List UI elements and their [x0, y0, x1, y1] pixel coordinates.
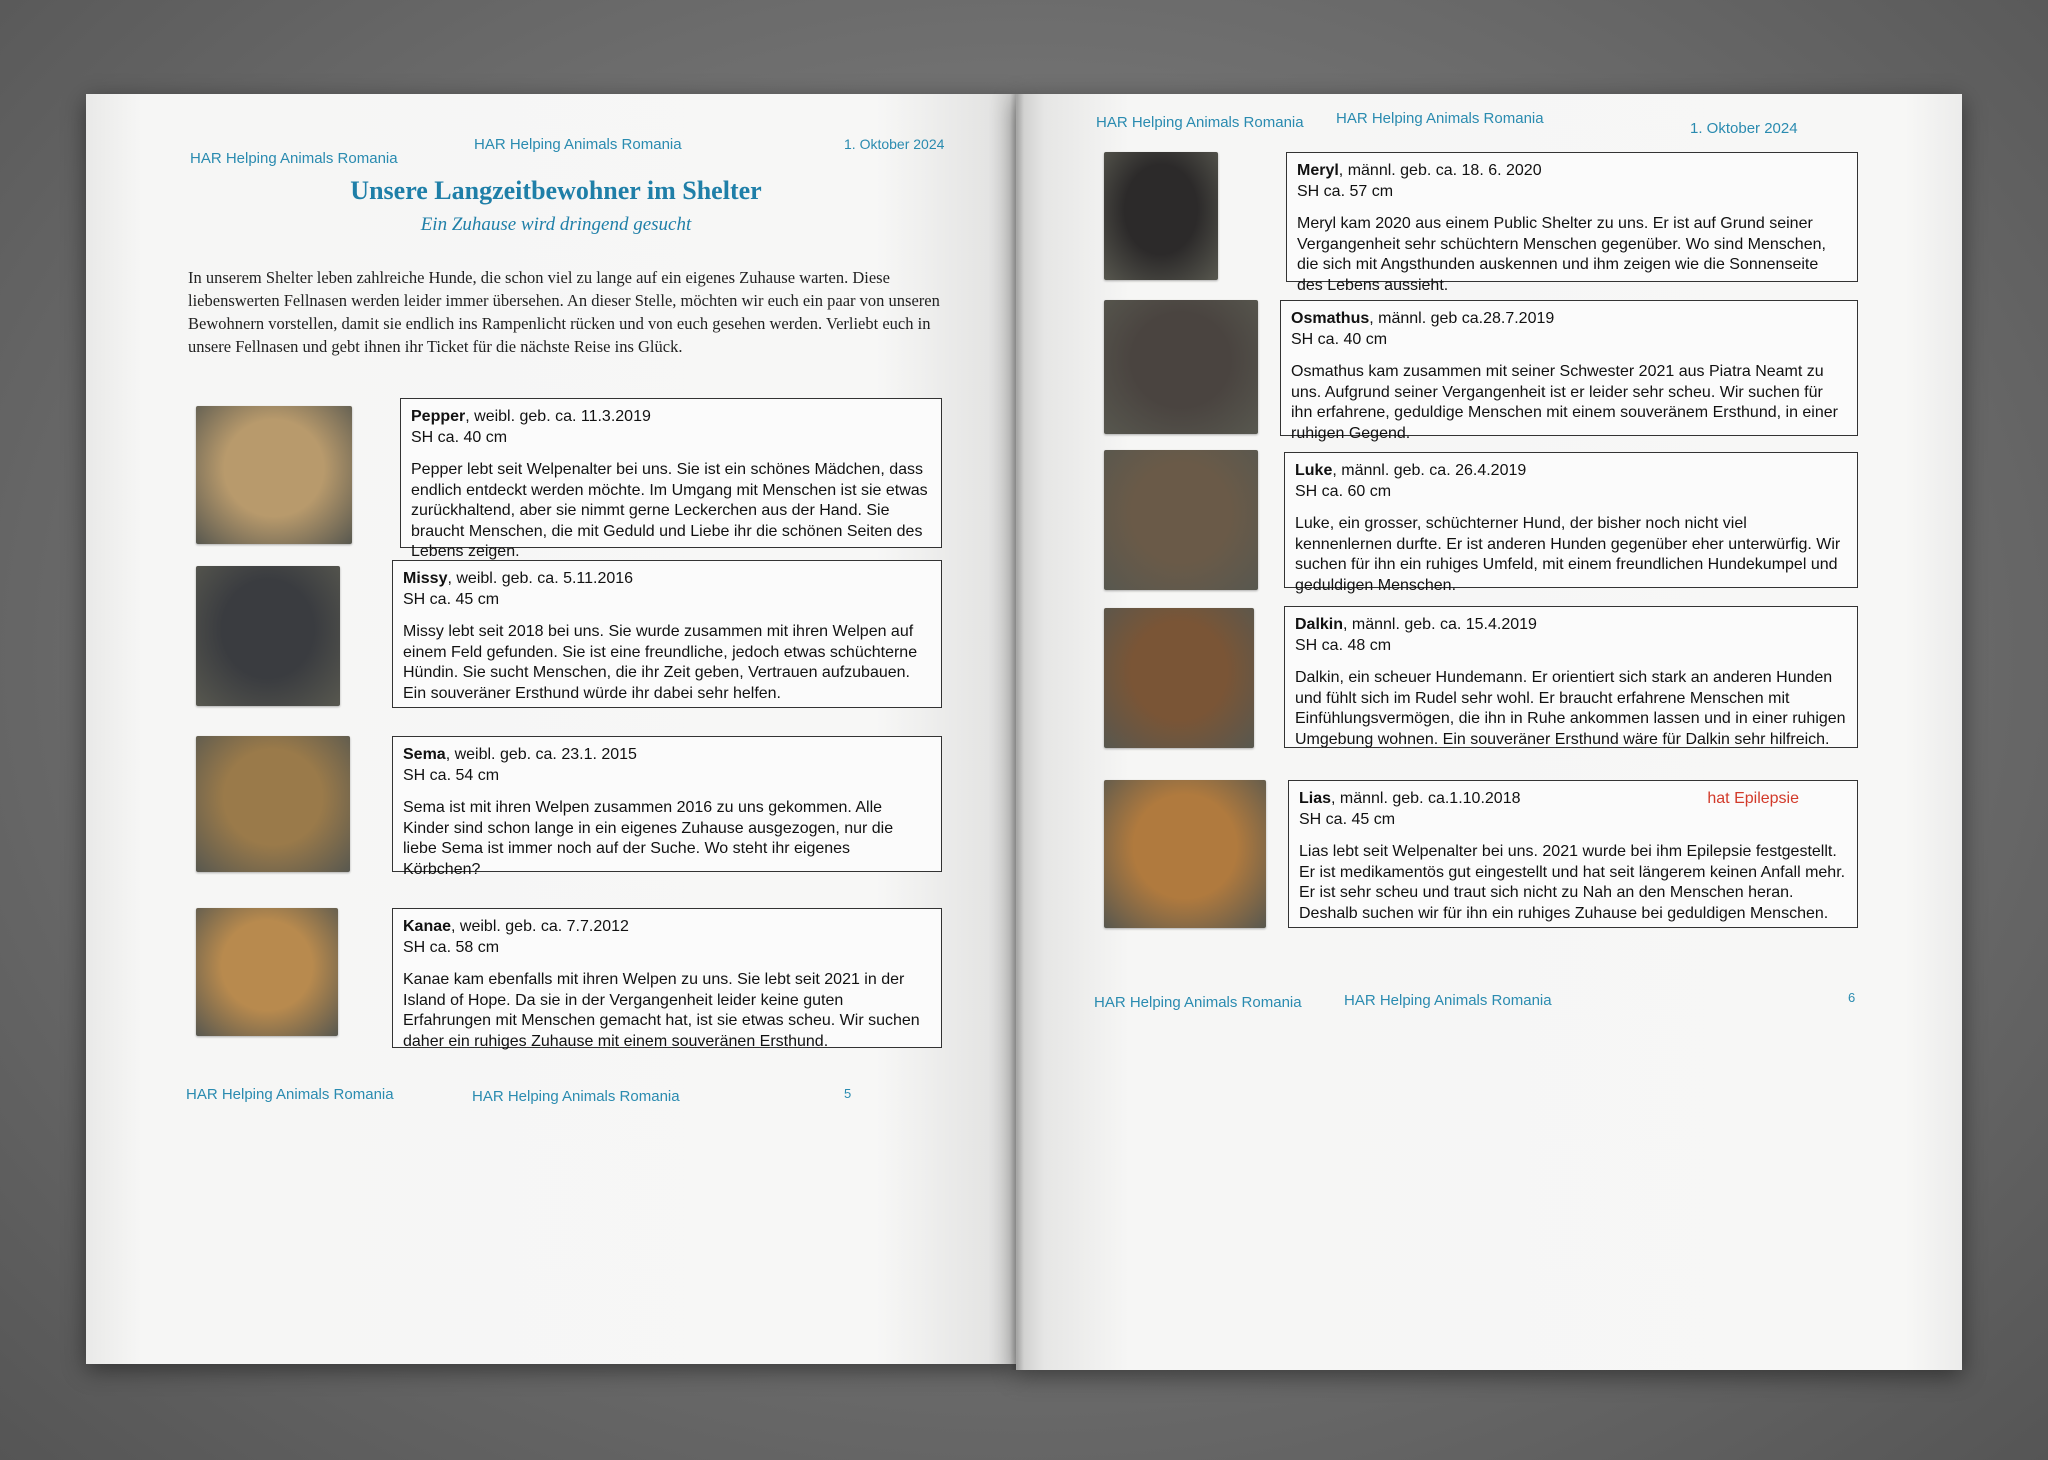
- dog-card-kanae: [392, 908, 942, 1048]
- dog-info: , weibl. geb. ca. 5.11.2016: [447, 570, 634, 587]
- dog-photo-missy: [196, 566, 340, 706]
- dog-name-line: [403, 917, 931, 938]
- footer-brand-2: HAR Helping Animals Romania: [472, 1088, 680, 1105]
- dog-name-line: [1291, 309, 1847, 330]
- dog-size: SH ca. 45 cm: [1299, 810, 1396, 828]
- article-title: Unsere Langzeitbewohner im Shelter: [350, 176, 762, 205]
- dog-info: , männl. geb. ca. 18. 6. 2020: [1338, 162, 1542, 179]
- dog-name: Kanae: [403, 918, 452, 935]
- dog-card-meryl: [1286, 152, 1858, 294]
- dog-photo-pepper: [196, 406, 352, 544]
- dog-name: Osmathus: [1291, 310, 1370, 327]
- dog-description: Missy lebt seit 2018 bei uns. Sie wurde zusammen mit ihren Welpen auf einem Feld gefunden. Sie ist eine freundliche, jedoch etwas schüchterne Hündin. Sie sucht Menschen, die ihr Zeit geben, Vertrauen aufzubauen. Ein souveräner Ersthund würde ihr dabei sehr helfen.: [403, 623, 918, 702]
- dog-photo-dalkin: [1104, 608, 1254, 748]
- dog-info: , männl. geb. ca. 15.4.2019: [1343, 616, 1537, 633]
- dog-info: , männl. geb ca.28.7.2019: [1369, 310, 1555, 327]
- header-brand-2: HAR Helping Animals Romania: [474, 136, 682, 153]
- dog-description: Kanae kam ebenfalls mit ihren Welpen zu uns. Sie lebt seit 2021 in der Island of Hope. Da sie in der Vergangenheit leider keine guten Erfahrungen mit Menschen gemacht hat, ist sie etwas scheu. Wir suchen daher ein ruhiges Zuhause mit einem souveränen Ersthund.: [403, 971, 920, 1050]
- dog-photo-lias: [1104, 780, 1266, 928]
- dog-size: SH ca. 57 cm: [1297, 182, 1394, 200]
- dog-card-missy: [392, 560, 942, 708]
- dog-info: , weibl. geb. ca. 23.1. 2015: [445, 746, 637, 763]
- article-intro: In unserem Shelter leben zahlreiche Hunde, die schon viel zu lange auf ein eigenes Zuhause warten. Diese liebenswerten Fellnasen werden leider immer übersehen. An dieser Stelle, möchten wir euch ein paar von unseren Bewohnern vorstellen, damit sie endlich ins Rampenlicht rücken und von euch gesehen werden. Verliebt euch in unsere Fellnasen und gebt ihnen ihr Ticket für die nächste Reise ins Glück.: [188, 268, 940, 356]
- dog-name: Luke: [1295, 462, 1333, 479]
- dog-name: Sema: [403, 746, 446, 763]
- dog-info: , weibl. geb. ca. 11.3.2019: [465, 408, 651, 425]
- dog-size: SH ca. 40 cm: [411, 428, 508, 446]
- dog-size: SH ca. 40 cm: [1291, 330, 1388, 348]
- dog-name-line: [411, 407, 931, 428]
- dog-name-line: [1297, 161, 1847, 182]
- dog-size: SH ca. 54 cm: [403, 766, 500, 784]
- dog-size: SH ca. 45 cm: [403, 590, 500, 608]
- dog-name-line: [403, 745, 931, 766]
- right-page: [1016, 94, 1962, 1370]
- dog-description: Sema ist mit ihren Welpen zusammen 2016 zu uns gekommen. Alle Kinder sind schon lange in ein eigenes Zuhause ausgezogen, nur die liebe Sema ist immer noch auf der Suche. Wo steht ihr eigenes Körbchen?: [403, 799, 894, 878]
- dog-info: , männl. geb. ca.1.10.2018: [1331, 790, 1521, 807]
- dog-description: Osmathus kam zusammen mit seiner Schwester 2021 aus Piatra Neamt zu uns. Aufgrund seiner Vergangenheit ist er leider sehr scheu. Wir suchen für ihn erfahrene, geduldige Menschen mit einem souveränem Ersthund, in einer ruhigen Gegend.: [1291, 363, 1838, 442]
- dog-photo-meryl: [1104, 152, 1218, 280]
- dog-card-sema: [392, 736, 942, 878]
- dog-description: Lias lebt seit Welpenalter bei uns. 2021 wurde bei ihm Epilepsie festgestellt. Er ist medikamentös gut eingestellt und hat seit längerem keinen Anfall mehr. Er ist sehr scheu und traut sich nicht zu Nah an den Menschen heran. Deshalb suchen wir für ihn ein ruhiges Zuhause bei geduldigen Menschen.: [1299, 843, 1846, 922]
- dog-name: Missy: [403, 570, 448, 587]
- dog-info: , männl. geb. ca. 26.4.2019: [1332, 462, 1527, 479]
- dog-name-line: [1295, 615, 1847, 636]
- book-spine: [1010, 94, 1024, 1370]
- dog-photo-sema: [196, 736, 350, 872]
- dog-size: SH ca. 58 cm: [403, 938, 500, 956]
- dog-description: Luke, ein grosser, schüchterner Hund, der bisher noch nicht viel kennenlernen durfte. Er ist anderen Hunden gegenüber eher unterwürfig. Wir suchen für ihn ein ruhiges Umfeld, mit einem freundlichen Hundekumpel und geduldigen Menschen.: [1295, 515, 1841, 594]
- header-brand-4: HAR Helping Animals Romania: [1336, 110, 1544, 127]
- dog-info: , weibl. geb. ca. 7.7.2012: [451, 918, 629, 935]
- dog-name-line: [1295, 461, 1847, 482]
- footer-brand-1: HAR Helping Animals Romania: [186, 1086, 394, 1103]
- page-number-left: 5: [844, 1086, 852, 1101]
- dog-name: Pepper: [411, 408, 466, 425]
- footer-brand-4: HAR Helping Animals Romania: [1344, 992, 1552, 1009]
- header-date-right: 1. Oktober 2024: [1690, 120, 1798, 137]
- footer-brand-3: HAR Helping Animals Romania: [1094, 994, 1302, 1011]
- dog-description: Dalkin, ein scheuer Hundemann. Er orientiert sich stark an anderen Hunden und fühlt sich im Rudel sehr wohl. Er braucht erfahrene Menschen mit Einfühlungsvermögen, die ihn in Ruhe ankommen lassen und in einer ruhigen Umgebung wohnen. Ein souveräner Ersthund wäre für Dalkin sehr hilfreich.: [1295, 669, 1846, 748]
- header-date: 1. Oktober 2024: [844, 136, 945, 152]
- dog-card-lias: [1288, 780, 1858, 928]
- page-number-right: 6: [1848, 990, 1856, 1005]
- dog-size: SH ca. 60 cm: [1295, 482, 1392, 500]
- dog-description: Meryl kam 2020 aus einem Public Shelter zu uns. Er ist auf Grund seiner Vergangenheit sehr schüchtern Menschen gegenüber. Wo sind Menschen, die sich mit Angsthunden auskennen und ihm zeigen wie die Sonnenseite des Lebens aussieht.: [1297, 215, 1826, 294]
- left-page: [86, 94, 1016, 1364]
- dog-name: Meryl: [1297, 162, 1339, 179]
- epilepsy-note: hat Epilepsie: [1707, 790, 1799, 807]
- dog-photo-osmathus: [1104, 300, 1258, 434]
- dog-description: Pepper lebt seit Welpenalter bei uns. Sie ist ein schönes Mädchen, dass endlich entdeckt werden möchte. Im Umgang mit Menschen ist sie etwas zurückhaltend, aber sie nimmt gerne Leckerchen aus der Hand. Sie braucht Menschen, die mit Geduld und Liebe ihr die schönen Seiten des Lebens zeigen.: [411, 461, 928, 560]
- dog-card-pepper: [400, 398, 942, 560]
- dog-card-osmathus: [1280, 300, 1858, 442]
- dog-name: Lias: [1299, 790, 1332, 807]
- dog-card-dalkin: [1284, 606, 1858, 748]
- dog-name-line: [403, 569, 931, 590]
- header-brand-1: HAR Helping Animals Romania: [190, 150, 398, 167]
- dog-name: Dalkin: [1295, 616, 1344, 633]
- dog-size: SH ca. 48 cm: [1295, 636, 1392, 654]
- header-brand-3: HAR Helping Animals Romania: [1096, 114, 1304, 131]
- dog-photo-luke: [1104, 450, 1258, 590]
- dog-card-luke: [1284, 452, 1858, 594]
- dog-photo-kanae: [196, 908, 338, 1036]
- article-subtitle: Ein Zuhause wird dringend gesucht: [420, 214, 692, 235]
